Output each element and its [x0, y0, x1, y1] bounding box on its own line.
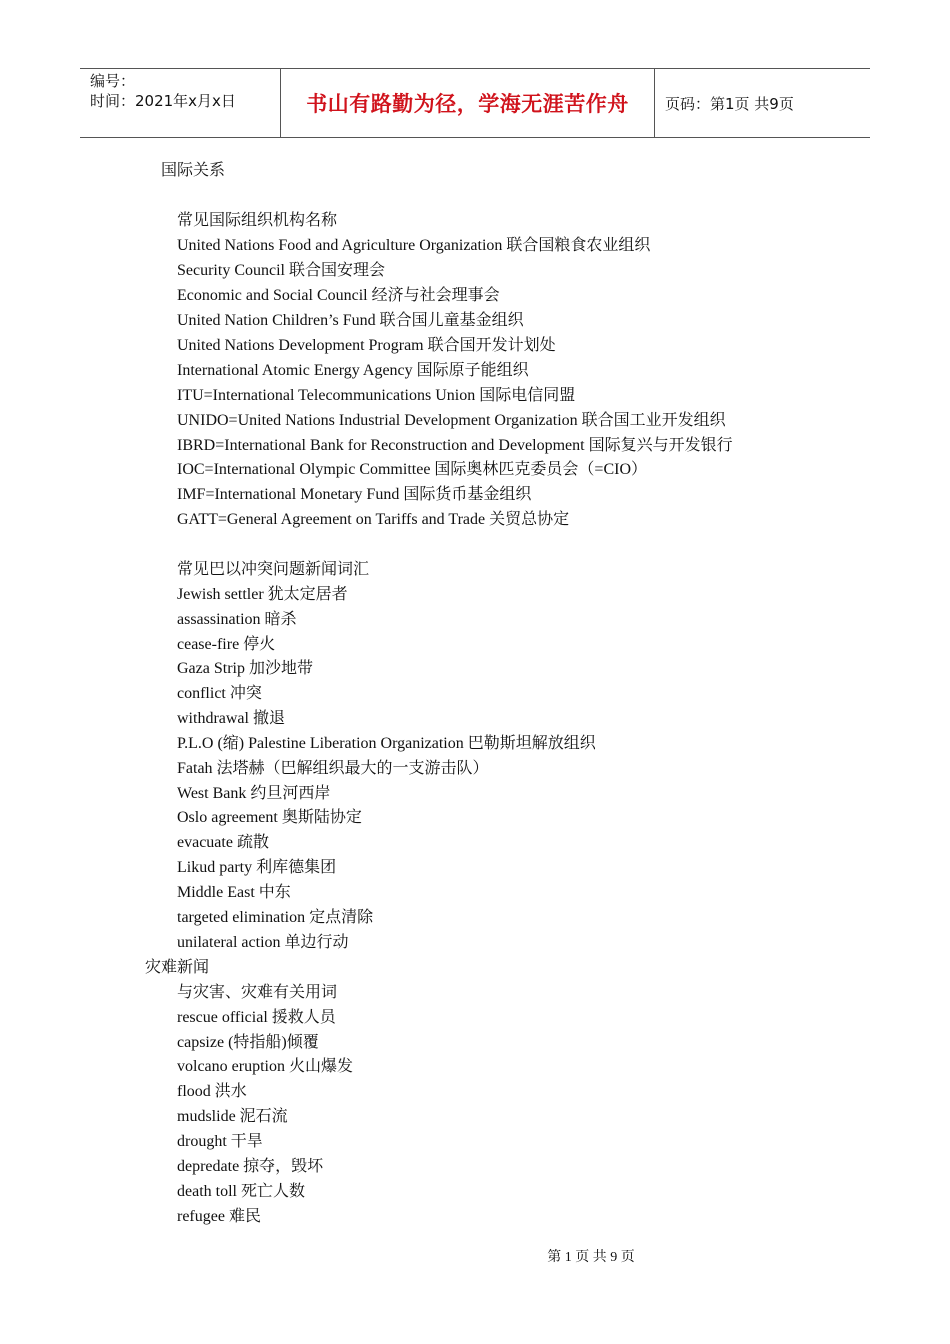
conflict-item: conflict 冲突 [177, 685, 262, 702]
conflict-item: Fatah 法塔赫（巴解组织最大的一支游击队） [177, 760, 489, 777]
conflict-item: targeted elimination 定点清除 [177, 909, 374, 926]
disaster-item: refugee 难民 [177, 1208, 261, 1225]
disaster-item: rescue official 援救人员 [177, 1009, 336, 1026]
document-date: 时间：2021年x月x日 [90, 92, 236, 110]
org-item: IBRD=International Bank for Reconstruction and Development 国际复兴与开发银行 [177, 437, 733, 454]
disaster-item: flood 洪水 [177, 1083, 247, 1100]
conflict-item: Middle East 中东 [177, 884, 291, 901]
header-motto: 书山有路勤为径，学海无涯苦作舟 [281, 69, 655, 137]
disaster-item: depredate 掠夺，毁坏 [177, 1158, 324, 1175]
orgs-heading: 常见国际组织机构名称 [177, 212, 338, 229]
disaster-item: drought 干旱 [177, 1133, 263, 1150]
disaster-item: volcano eruption 火山爆发 [177, 1058, 353, 1075]
conflict-item: cease-fire 停火 [177, 636, 276, 653]
org-item: UNIDO=United Nations Industrial Development Organization 联合国工业开发组织 [177, 412, 726, 429]
org-item: Security Council 联合国安理会 [177, 262, 385, 279]
org-item: United Nations Development Program 联合国开发计划处 [177, 337, 556, 354]
section-title: 国际关系 [161, 162, 226, 179]
org-item: IOC=International Olympic Committee 国际奥林匹克委员会（=CIO） [177, 461, 647, 478]
org-item: United Nation Children’s Fund 联合国儿童基金组织 [177, 312, 524, 329]
conflict-heading: 常见巴以冲突问题新闻词汇 [177, 561, 370, 578]
conflict-item: Jewish settler 犹太定居者 [177, 586, 348, 603]
disaster-item: capsize (特指船)倾覆 [177, 1034, 319, 1051]
document-number: 编号： [90, 72, 136, 90]
org-item: Economic and Social Council 经济与社会理事会 [177, 287, 500, 304]
org-item: ITU=International Telecommunications Union 国际电信同盟 [177, 387, 576, 404]
org-item: IMF=International Monetary Fund 国际货币基金组织 [177, 486, 532, 503]
conflict-item: West Bank 约旦河西岸 [177, 785, 331, 802]
conflict-item: P.L.O (缩) Palestine Liberation Organization 巴勒斯坦解放组织 [177, 735, 596, 752]
page-header [80, 68, 870, 138]
conflict-item: Oslo agreement 奥斯陆协定 [177, 809, 362, 826]
conflict-item: withdrawal 撤退 [177, 710, 285, 727]
disaster-title: 灾难新闻 [145, 959, 210, 976]
org-item: GATT=General Agreement on Tariffs and Trade 关贸总协定 [177, 511, 570, 528]
conflict-item: assassination 暗杀 [177, 611, 297, 628]
disaster-item: mudslide 泥石流 [177, 1108, 288, 1125]
header-meta [80, 69, 281, 137]
org-item: International Atomic Energy Agency 国际原子能组织 [177, 362, 529, 379]
disaster-heading: 与灾害、灾难有关用词 [177, 984, 338, 1001]
org-item: United Nations Food and Agriculture Organization 联合国粮食农业组织 [177, 237, 651, 254]
conflict-item: Likud party 利库德集团 [177, 859, 337, 876]
conflict-item: Gaza Strip 加沙地带 [177, 660, 313, 677]
disaster-item: death toll 死亡人数 [177, 1183, 305, 1200]
header-page-number: 页码：第1页 共9页 [665, 94, 794, 113]
conflict-item: unilateral action 单边行动 [177, 934, 349, 951]
page-footer: 第 1 页 共 9 页 [547, 1250, 635, 1265]
conflict-item: evacuate 疏散 [177, 834, 269, 851]
